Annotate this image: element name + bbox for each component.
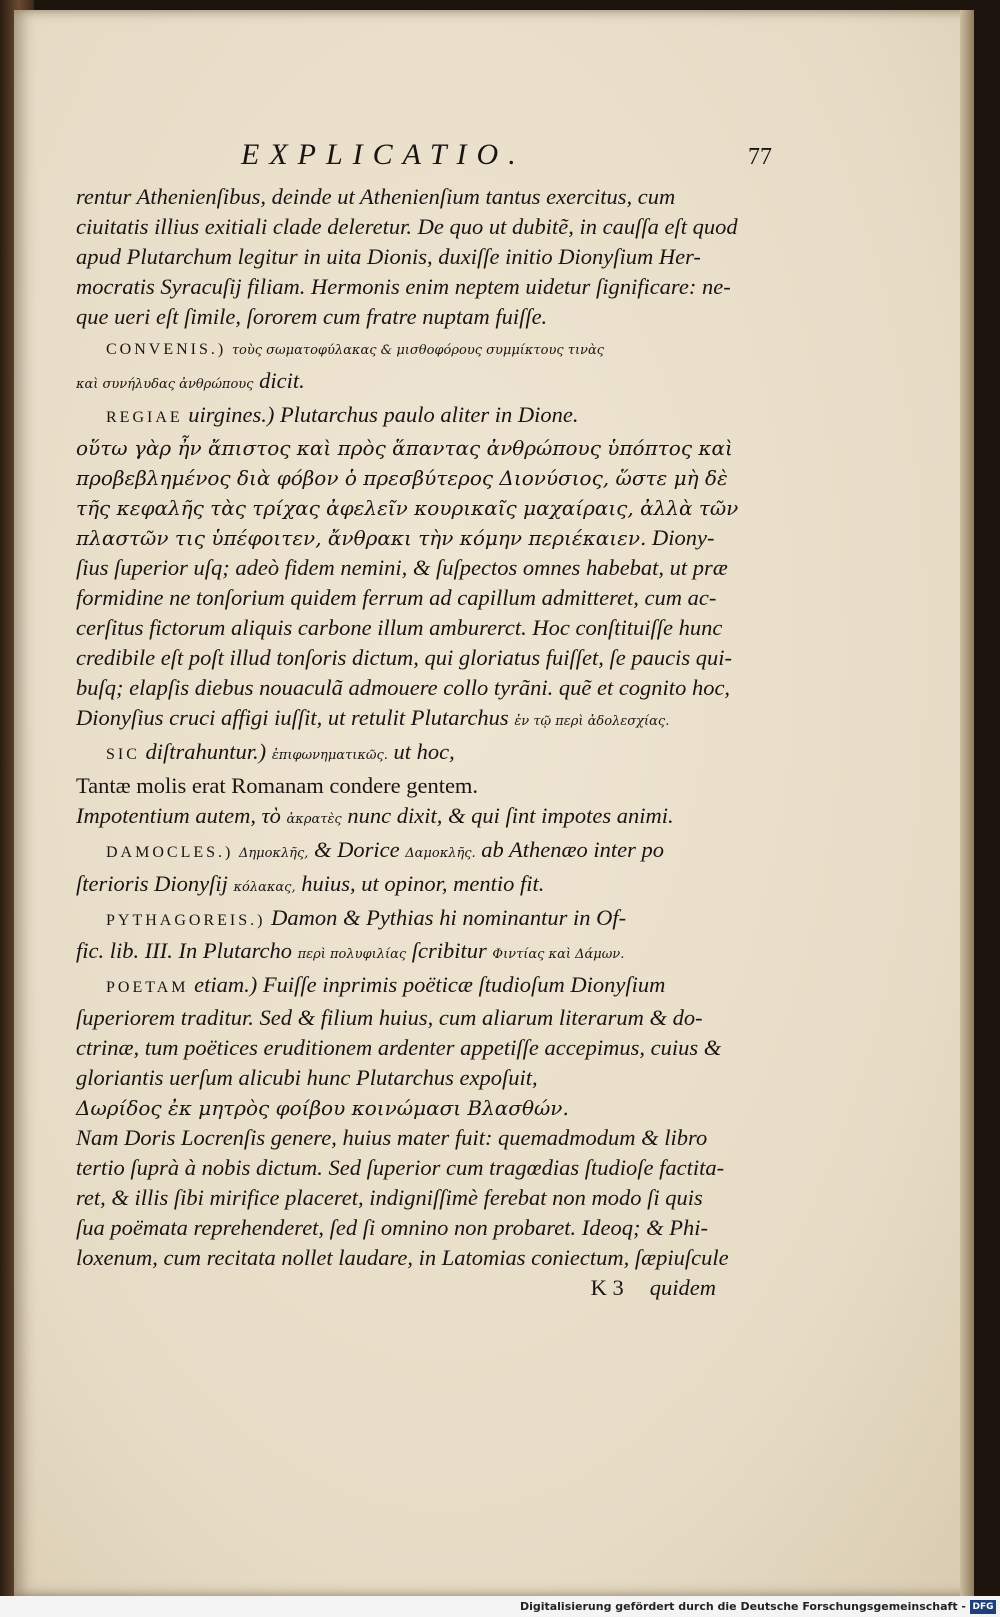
greek-text: περὶ πολυφιλίας xyxy=(297,947,407,962)
text-line: apud Plutarchum legitur in uita Dionis, duxiſſe initio Dionyſium Her- xyxy=(76,244,701,269)
greek-text: καὶ συνήλυδας ἀνθρώπους xyxy=(76,377,254,392)
running-title: EXPLICATIO. xyxy=(241,138,526,171)
text-line: tertio ſuprà à nobis dictum. Sed ſuperior cum tragœdias ſtudioſe factita- xyxy=(76,1155,725,1180)
lemma-convenis-cont xyxy=(76,366,752,400)
latin-text: Damon & Pythias hi nominantur in Of- xyxy=(271,905,627,930)
page-edge xyxy=(960,10,974,1596)
lemma-label: SIC xyxy=(106,746,140,763)
greek-verse: Δωρίδος ἐκ μητρὸς φοίβου κοινώμασι Βλασθών. xyxy=(76,1096,569,1120)
greek-text: ἐν τῷ περὶ ἀδολεσχίας. xyxy=(514,714,670,729)
lemma-label: REGIAE xyxy=(106,409,183,426)
lemma-label: PYTHAGOREIS.) xyxy=(106,912,266,929)
latin-text: ſcribitur xyxy=(411,938,487,963)
greek-line: οὕτω γὰρ ἦν ἄπιστος καὶ πρὸς ἅπαντας ἀνθρώπους ὑπόπτος καὶ xyxy=(76,436,733,460)
latin-text: nunc dixit, & qui ſint impotes animi. xyxy=(347,803,674,828)
greek-text: ἀκρατὲς xyxy=(286,812,342,827)
catch-line xyxy=(76,1273,752,1303)
latin-text: Diony- xyxy=(651,525,715,550)
greek-text: πλαστῶν τις ὑπέφοιτεν, ἄνθρακι τὴν κόμην περιέκαιεν. xyxy=(76,526,647,550)
dionysius-line xyxy=(76,703,752,737)
offic-line xyxy=(76,936,752,970)
running-head xyxy=(76,138,772,178)
text-block xyxy=(76,138,772,1303)
greek-text: ἐπιφωνηματικῶς. xyxy=(271,748,388,763)
text-line: rentur Athenienſibus, deinde ut Athenienſium tantus exercitus, cum xyxy=(76,184,676,209)
latin-text: fic. lib. III. In Plutarcho xyxy=(76,938,292,963)
latin-text: Impotentium autem, τὸ xyxy=(76,803,281,828)
greek-text: κόλακας, xyxy=(233,880,296,895)
greek-text: Δαμοκλῆς. xyxy=(405,846,476,861)
text-line: gloriantis uerſum alicubi hunc Plutarchus expoſuit, xyxy=(76,1065,538,1090)
latin-text: diſtrahuntur.) xyxy=(145,739,267,764)
greek-text: τοὺς σωματοφύλακας & μισθοφόρους συμμίκτους τινὰς xyxy=(231,343,605,358)
text-line: ctrinæ, tum poëtices eruditionem ardenter appetiſſe accepimus, cuius & xyxy=(76,1035,722,1060)
damocles-line-2 xyxy=(76,869,752,903)
text-line: buſq; elapſis diebus nouaculã admouere collo tyrãni. quẽ et cognito hoc, xyxy=(76,675,731,700)
greek-latin-line xyxy=(76,523,752,553)
verse-line: Tantæ molis erat Romanam condere gentem. xyxy=(76,773,479,798)
lemma-poetam xyxy=(76,970,752,1003)
text-line: cerſitus fictorum aliquis carbone illum amburerct. Hoc conſtituiſſe hunc xyxy=(76,615,723,640)
text-line: que ueri eſt ſimile, ſororem cum fratre nuptam fuiſſe. xyxy=(76,304,548,329)
latin-text: dicit. xyxy=(259,368,305,393)
greek-line: τῆς κεφαλῆς τὰς τρίχας ἀφελεῖν κουρικαῖς μαχαίραις, ἀλλὰ τῶν xyxy=(76,496,739,520)
latin-text: ut hoc, xyxy=(393,739,455,764)
lemma-label: POETAM xyxy=(106,979,189,996)
greek-line: προβεβλημένος διὰ φόβον ὁ πρεσβύτερος Διονύσιος, ὥστε μὴ δὲ xyxy=(76,466,728,490)
latin-text: etiam.) Fuiſſe inprimis poëticæ ſtudioſum Dionyſium xyxy=(194,972,666,997)
greek-text: Δημοκλῆς, xyxy=(238,846,309,861)
text-line: ſuperiorem traditur. Sed & filium huius, cum aliarum literarum & do- xyxy=(76,1005,703,1030)
text-line: ſua poëmata reprehenderet, ſed ſi omnino non probaret. Ideoq; & Phi- xyxy=(76,1215,708,1240)
lemma-regiae xyxy=(76,400,752,433)
dfg-logo: DFG xyxy=(970,1600,996,1614)
text-line: mocratis Syracuſij filiam. Hermonis enim neptem uidetur ſignificare: ne- xyxy=(76,274,731,299)
text-line: loxenum, cum recitata nollet laudare, in Latomias coniectum, ſæpiuſcule xyxy=(76,1245,729,1270)
text-line: ciuitatis illius exitiali clade deleretur. De quo ut dubitẽ, in cauſſa eſt quod xyxy=(76,214,738,239)
book-page xyxy=(14,10,974,1596)
latin-text: ſterioris Dionyſij xyxy=(76,871,228,896)
impotentium-line xyxy=(76,801,752,835)
digitization-footer xyxy=(0,1596,1000,1617)
text-line: ret, & illis ſibi mirifice placeret, indigniſſimè ferebat non modo ſi quis xyxy=(76,1185,703,1210)
latin-text: Dionyſius cruci affigi iuſſit, ut retulit Plutarchus xyxy=(76,705,509,730)
greek-text: Φιντίας καὶ Δάμων. xyxy=(492,947,625,962)
text-line: ſius ſuperior uſq; adeò fidem nemini, & ſuſpectos omnes habebat, ut præ xyxy=(76,555,728,580)
latin-text: huius, ut opinor, mentio fit. xyxy=(301,871,545,896)
text-line: credibile eſt poſt illud tonſoris dictum, qui gloriatus fuiſſet, ſe paucis qui- xyxy=(76,645,732,670)
latin-text: ab Athenæo inter po xyxy=(481,837,664,862)
signature-mark: K 3 xyxy=(590,1275,624,1300)
page-number: 77 xyxy=(748,144,772,170)
lemma-label: DAMOCLES.) xyxy=(106,844,234,861)
text-line: formidine ne tonſorium quidem ferrum ad capillum admitteret, cum ac- xyxy=(76,585,717,610)
lemma-label: CONVENIS.) xyxy=(106,341,227,358)
text-line: Nam Doris Locrenſis genere, huius mater fuit: quemadmodum & libro xyxy=(76,1125,708,1150)
catchword: quidem xyxy=(649,1275,716,1300)
footer-text: Digitalisierung gefördert durch die Deutsche Forschungsgemeinschaft - xyxy=(519,1600,966,1613)
lemma-pythagoreis xyxy=(76,903,752,936)
latin-text: & Dorice xyxy=(314,837,400,862)
latin-text: uirgines.) Plutarchus paulo aliter in Dione. xyxy=(188,402,579,427)
lemma-convenis xyxy=(76,332,752,366)
lemma-sic xyxy=(76,737,752,771)
lemma-damocles xyxy=(76,835,752,869)
